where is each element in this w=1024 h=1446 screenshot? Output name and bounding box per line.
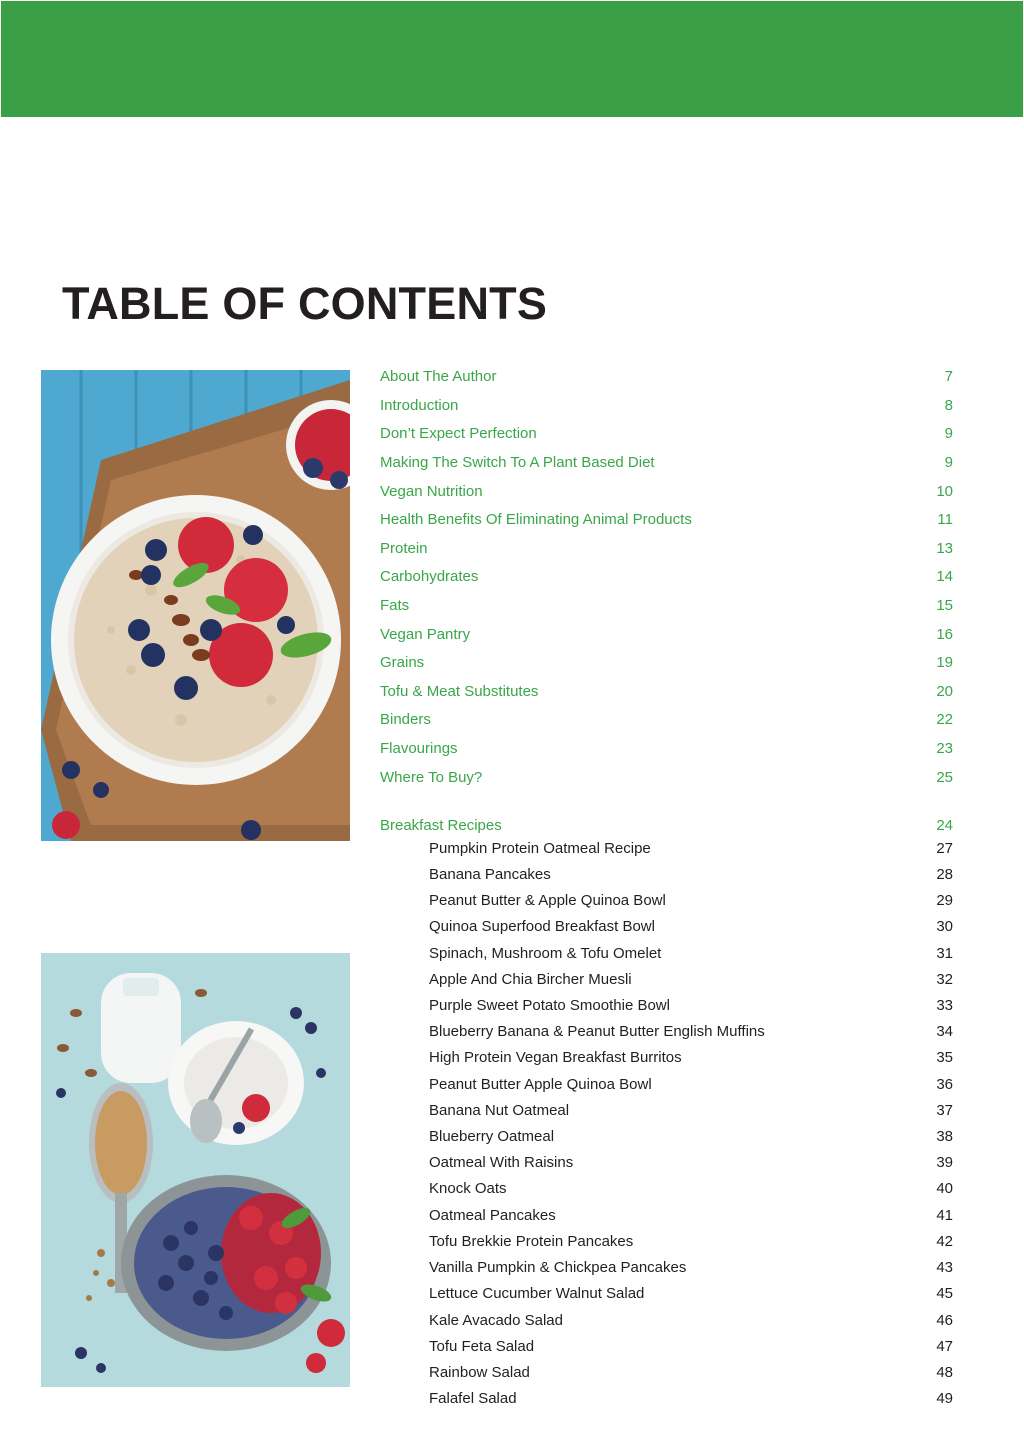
recipe-page: 33	[936, 996, 953, 1014]
recipe-label: Blueberry Banana & Peanut Butter English Muffins	[429, 1022, 765, 1040]
recipe-label: Spinach, Mushroom & Tofu Omelet	[429, 944, 662, 962]
recipe-label: Peanut Butter Apple Quinoa Bowl	[429, 1075, 652, 1093]
toc-entry-label: Don’t Expect Perfection	[380, 424, 537, 442]
recipe-label: Peanut Butter & Apple Quinoa Bowl	[429, 891, 666, 909]
recipe-label: Oatmeal Pancakes	[429, 1206, 556, 1224]
toc-entry-label: Carbohydrates	[380, 567, 479, 585]
toc-entry-label: Where To Buy?	[380, 768, 483, 786]
toc-entry-page: 14	[936, 567, 953, 585]
recipe-label: Kale Avacado Salad	[429, 1311, 563, 1329]
toc-entry-label: Vegan Nutrition	[380, 482, 483, 500]
toc-section-breakfast-recipes[interactable]	[380, 814, 953, 836]
toc-recipe-entry[interactable]	[429, 1020, 953, 1042]
recipe-label: Tofu Feta Salad	[429, 1337, 535, 1355]
toc-entry-vegan-pantry[interactable]	[380, 623, 953, 645]
toc-entry-page: 9	[944, 424, 953, 442]
toc-recipe-entry[interactable]	[429, 1256, 953, 1278]
toc-recipe-entry[interactable]	[429, 1046, 953, 1068]
toc-entry-label: Flavourings	[380, 739, 458, 757]
toc-entry-page: 13	[936, 539, 953, 557]
recipe-page: 31	[936, 944, 953, 962]
toc-entry-page: 7	[944, 367, 953, 385]
toc-entry-about-the-author[interactable]	[380, 365, 953, 387]
toc-entry-vegan-nutrition[interactable]	[380, 480, 953, 502]
toc-entry-flavourings[interactable]	[380, 737, 953, 759]
toc-entry-page: 11	[937, 510, 953, 528]
recipe-page: 27	[936, 839, 953, 857]
toc-entry-page: 15	[936, 596, 953, 614]
recipe-label: Vanilla Pumpkin & Chickpea Pancakes	[429, 1258, 687, 1276]
recipe-page: 42	[936, 1232, 953, 1250]
recipe-label: Banana Pancakes	[429, 865, 551, 883]
recipe-page: 37	[936, 1101, 953, 1119]
toc-entry-label: Tofu & Meat Substitutes	[380, 682, 539, 700]
recipe-page: 35	[936, 1048, 953, 1066]
recipe-page: 32	[936, 970, 953, 988]
recipe-page: 39	[936, 1153, 953, 1171]
recipe-page: 34	[936, 1022, 953, 1040]
toc-recipe-entry[interactable]	[429, 1282, 953, 1304]
oatmeal-bowl-photo	[41, 370, 350, 841]
toc-entry-carbohydrates[interactable]	[380, 565, 953, 587]
toc-recipe-entry[interactable]	[429, 968, 953, 990]
toc-entry-page: 19	[936, 653, 953, 671]
toc-recipe-entry[interactable]	[429, 994, 953, 1016]
recipe-label: Banana Nut Oatmeal	[429, 1101, 570, 1119]
recipe-page: 30	[936, 917, 953, 935]
toc-entry-label: Making The Switch To A Plant Based Diet	[380, 453, 655, 471]
toc-recipe-entry[interactable]	[429, 837, 953, 859]
toc-entry-page: 23	[936, 739, 953, 757]
toc-entry-tofu-meat-substitutes[interactable]	[380, 680, 953, 702]
toc-entry-where-to-buy[interactable]	[380, 766, 953, 788]
recipe-page: 49	[936, 1389, 953, 1407]
toc-entry-label: Protein	[380, 539, 428, 557]
recipe-page: 38	[936, 1127, 953, 1145]
recipe-page: 40	[936, 1179, 953, 1197]
toc-entry-introduction[interactable]	[380, 394, 953, 416]
toc-recipe-entry[interactable]	[429, 1151, 953, 1173]
toc-entry-binders[interactable]	[380, 708, 953, 730]
toc-entry-protein[interactable]	[380, 537, 953, 559]
recipe-page: 28	[936, 865, 953, 883]
toc-entry-page: 16	[936, 625, 953, 643]
toc-entry-page: 9	[944, 453, 953, 471]
toc-recipe-entry[interactable]	[429, 863, 953, 885]
toc-recipe-entry[interactable]	[429, 915, 953, 937]
recipe-page: 48	[936, 1363, 953, 1381]
toc-entry-page: 8	[944, 396, 953, 414]
toc-recipe-entry[interactable]	[429, 942, 953, 964]
recipe-label: Lettuce Cucumber Walnut Salad	[429, 1284, 645, 1302]
recipe-label: Oatmeal With Raisins	[429, 1153, 574, 1171]
toc-entry-grains[interactable]	[380, 651, 953, 673]
recipe-page: 43	[936, 1258, 953, 1276]
toc-recipe-entry[interactable]	[429, 1230, 953, 1252]
recipe-label: Apple And Chia Bircher Muesli	[429, 970, 632, 988]
toc-section-page: 24	[936, 816, 953, 834]
recipe-page: 36	[936, 1075, 953, 1093]
recipe-page: 45	[936, 1284, 953, 1302]
toc-recipe-entry[interactable]	[429, 1073, 953, 1095]
toc-entry-health-benefits[interactable]	[380, 508, 953, 530]
recipe-label: Blueberry Oatmeal	[429, 1127, 555, 1145]
toc-entry-label: Vegan Pantry	[380, 625, 471, 643]
page-title: TABLE OF CONTENTS	[62, 278, 548, 329]
recipe-page: 46	[936, 1311, 953, 1329]
toc-recipe-entry[interactable]	[429, 1361, 953, 1383]
toc-entry-fats[interactable]	[380, 594, 953, 616]
toc-entry-page: 22	[936, 710, 953, 728]
toc-entry-label: Grains	[380, 653, 425, 671]
recipe-label: Knock Oats	[429, 1179, 507, 1197]
recipe-label: High Protein Vegan Breakfast Burritos	[429, 1048, 682, 1066]
toc-entry-label: Introduction	[380, 396, 459, 414]
recipe-page: 41	[936, 1206, 953, 1224]
recipe-label: Falafel Salad	[429, 1389, 517, 1407]
toc-recipe-entry[interactable]	[429, 889, 953, 911]
recipe-label: Rainbow Salad	[429, 1363, 530, 1381]
recipe-page: 29	[936, 891, 953, 909]
toc-entry-label: About The Author	[380, 367, 497, 385]
berries-granola-photo	[41, 953, 350, 1387]
toc-entry-label: Fats	[380, 596, 410, 614]
toc-entry-making-the-switch[interactable]	[380, 451, 953, 473]
toc-entry-dont-expect-perfection[interactable]	[380, 422, 953, 444]
toc-recipe-entry[interactable]	[429, 1204, 953, 1226]
recipe-label: Quinoa Superfood Breakfast Bowl	[429, 917, 655, 935]
toc-entry-page: 20	[936, 682, 953, 700]
toc-recipe-entry[interactable]	[429, 1177, 953, 1199]
recipe-page: 47	[936, 1337, 953, 1355]
toc-recipe-entry[interactable]	[429, 1387, 953, 1409]
recipe-label: Tofu Brekkie Protein Pancakes	[429, 1232, 634, 1250]
header-band	[1, 1, 1023, 117]
toc-recipe-entry[interactable]	[429, 1309, 953, 1331]
toc-entry-label: Health Benefits Of Eliminating Animal Products	[380, 510, 692, 528]
recipe-label: Pumpkin Protein Oatmeal Recipe	[429, 839, 651, 857]
toc-entry-page: 10	[936, 482, 953, 500]
toc-recipe-entry[interactable]	[429, 1125, 953, 1147]
toc-recipe-entry[interactable]	[429, 1335, 953, 1357]
recipe-label: Purple Sweet Potato Smoothie Bowl	[429, 996, 670, 1014]
toc-recipe-entry[interactable]	[429, 1099, 953, 1121]
toc-section-label: Breakfast Recipes	[380, 816, 502, 834]
toc-entry-page: 25	[936, 768, 953, 786]
toc-entry-label: Binders	[380, 710, 431, 728]
